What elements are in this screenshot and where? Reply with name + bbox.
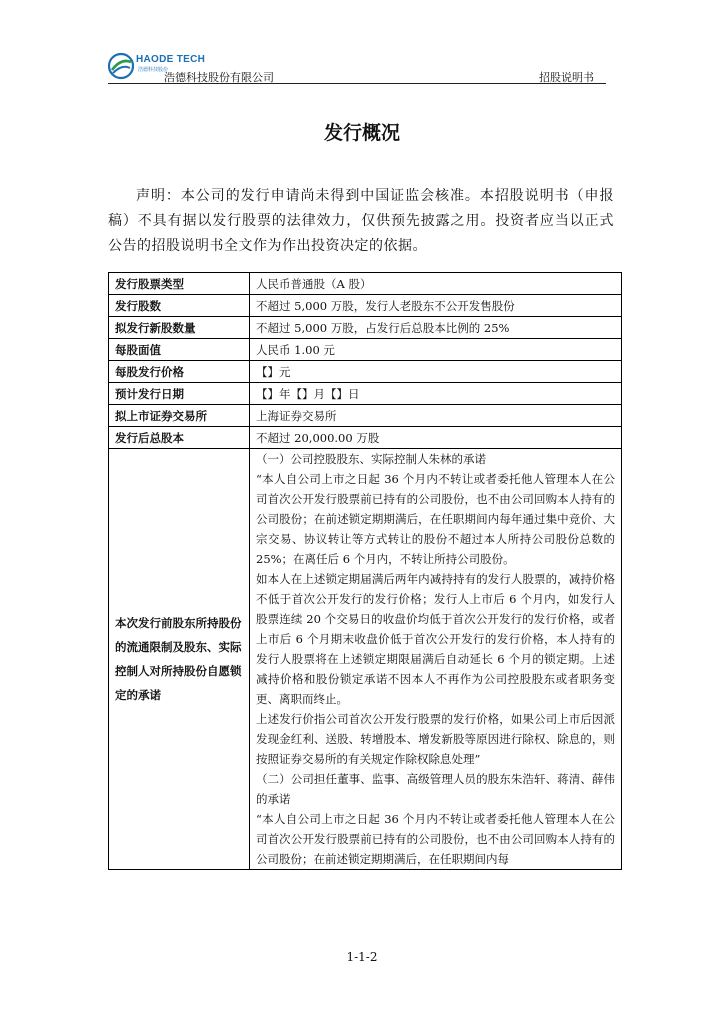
lockup-paragraph-3: 上述发行价指公司首次公开发行股票的发行价格，如果公司上市后因派发现金红利、送股、转增股本、增发新股等原因进行除权、除息的，则按照证券交易所的有关规定作除权除息处理” [256, 712, 615, 766]
document-type: 招股说明书 [539, 71, 594, 84]
row-value: 上海证券交易所 [250, 405, 622, 427]
page-title: 发行概况 [323, 122, 400, 144]
table-row [109, 295, 622, 317]
row-key: 发行股数 [109, 295, 250, 317]
table-row [109, 317, 622, 339]
table-row [109, 427, 622, 449]
lockup-paragraph-1: “本人自公司上市之日起 36 个月内不转让或者委托他人管理本人在公司首次公开发行股票前已持有的公司股份，也不由公司回购本人持有的公司股份；在前述锁定期期满后，在任职期间内每年通过集中竞价、大宗交易、协议转让等方式转让的股份不超过本人所持公司股份总数的 25%；在离任后 6 个月内，不转让所持公司股份。 [256, 472, 615, 566]
row-value: 不超过 20,000.00 万股 [250, 427, 622, 449]
row-value: 【】元 [250, 361, 622, 383]
lockup-heading-1: （一）公司控股股东、实际控制人朱林的承诺 [256, 452, 486, 466]
row-value: 不超过 5,000 万股，占发行后总股本比例的 25% [250, 317, 622, 339]
table-row [109, 405, 622, 427]
row-value: 【】年【】月【】日 [250, 383, 622, 405]
logo-subtext: 浩德科技股份 [138, 67, 169, 73]
table-row [109, 361, 622, 383]
logo-text: HAODE TECH [136, 54, 206, 65]
header-divider [108, 83, 606, 84]
lockup-heading-2: （二）公司担任董事、监事、高级管理人员的股东朱浩轩、蒋清、薛伟的承诺 [256, 772, 615, 806]
row-key: 拟发行新股数量 [109, 317, 250, 339]
lockup-paragraph-4: “本人自公司上市之日起 36 个月内不转让或者委托他人管理本人在公司首次公开发行股票前已持有的公司股份，也不由公司回购本人持有的公司股份；在前述锁定期期满后，在任职期间内每 [256, 812, 615, 866]
row-key: 每股面值 [109, 339, 250, 361]
row-key: 拟上市证券交易所 [109, 405, 250, 427]
row-key: 每股发行价格 [109, 361, 250, 383]
company-name: 浩德科技股份有限公司 [164, 71, 274, 84]
disclaimer-statement: 声明：本公司的发行申请尚未得到中国证监会核准。本招股说明书（申报稿）不具有据以发行股票的法律效力，仅供预先披露之用。投资者应当以正式公告的招股说明书全文作为作出投资决定的依据。 [108, 188, 614, 254]
row-key: 发行股票类型 [109, 273, 250, 295]
page-header [108, 52, 606, 84]
row-key: 预计发行日期 [109, 383, 250, 405]
offering-summary-table [108, 272, 622, 870]
table-row [109, 383, 622, 405]
lockup-commitments [250, 449, 622, 870]
lockup-key: 本次发行前股东所持股份的流通限制及股东、实际控制人对所持股份自愿锁定的承诺 [109, 449, 250, 870]
table-row [109, 273, 622, 295]
row-value: 人民币 1.00 元 [250, 339, 622, 361]
lockup-paragraph-2: 如本人在上述锁定期届满后两年内减持持有的发行人股票的，减持价格不低于首次公开发行的发行价格；发行人上市后 6 个月内，如发行人股票连续 20 个交易日的收盘价均低于首次公开发行的发行价格，或者上市后 6 个月期末收盘价低于首次公开发行的发行价格，本人持有的发行人股票将在上述锁定期限届满后自动延长 6 个月的锁定期。上述减持价格和股份锁定承诺不因本人不再作为公司控股股东或者职务变更、离职而终止。 [256, 572, 615, 706]
page-number: 1-1-2 [346, 950, 378, 964]
row-key: 发行后总股本 [109, 427, 250, 449]
row-value: 不超过 5,000 万股，发行人老股东不公开发售股份 [250, 295, 622, 317]
row-value: 人民币普通股（A 股） [250, 273, 622, 295]
table-row-lockup [109, 449, 622, 870]
table-row [109, 339, 622, 361]
